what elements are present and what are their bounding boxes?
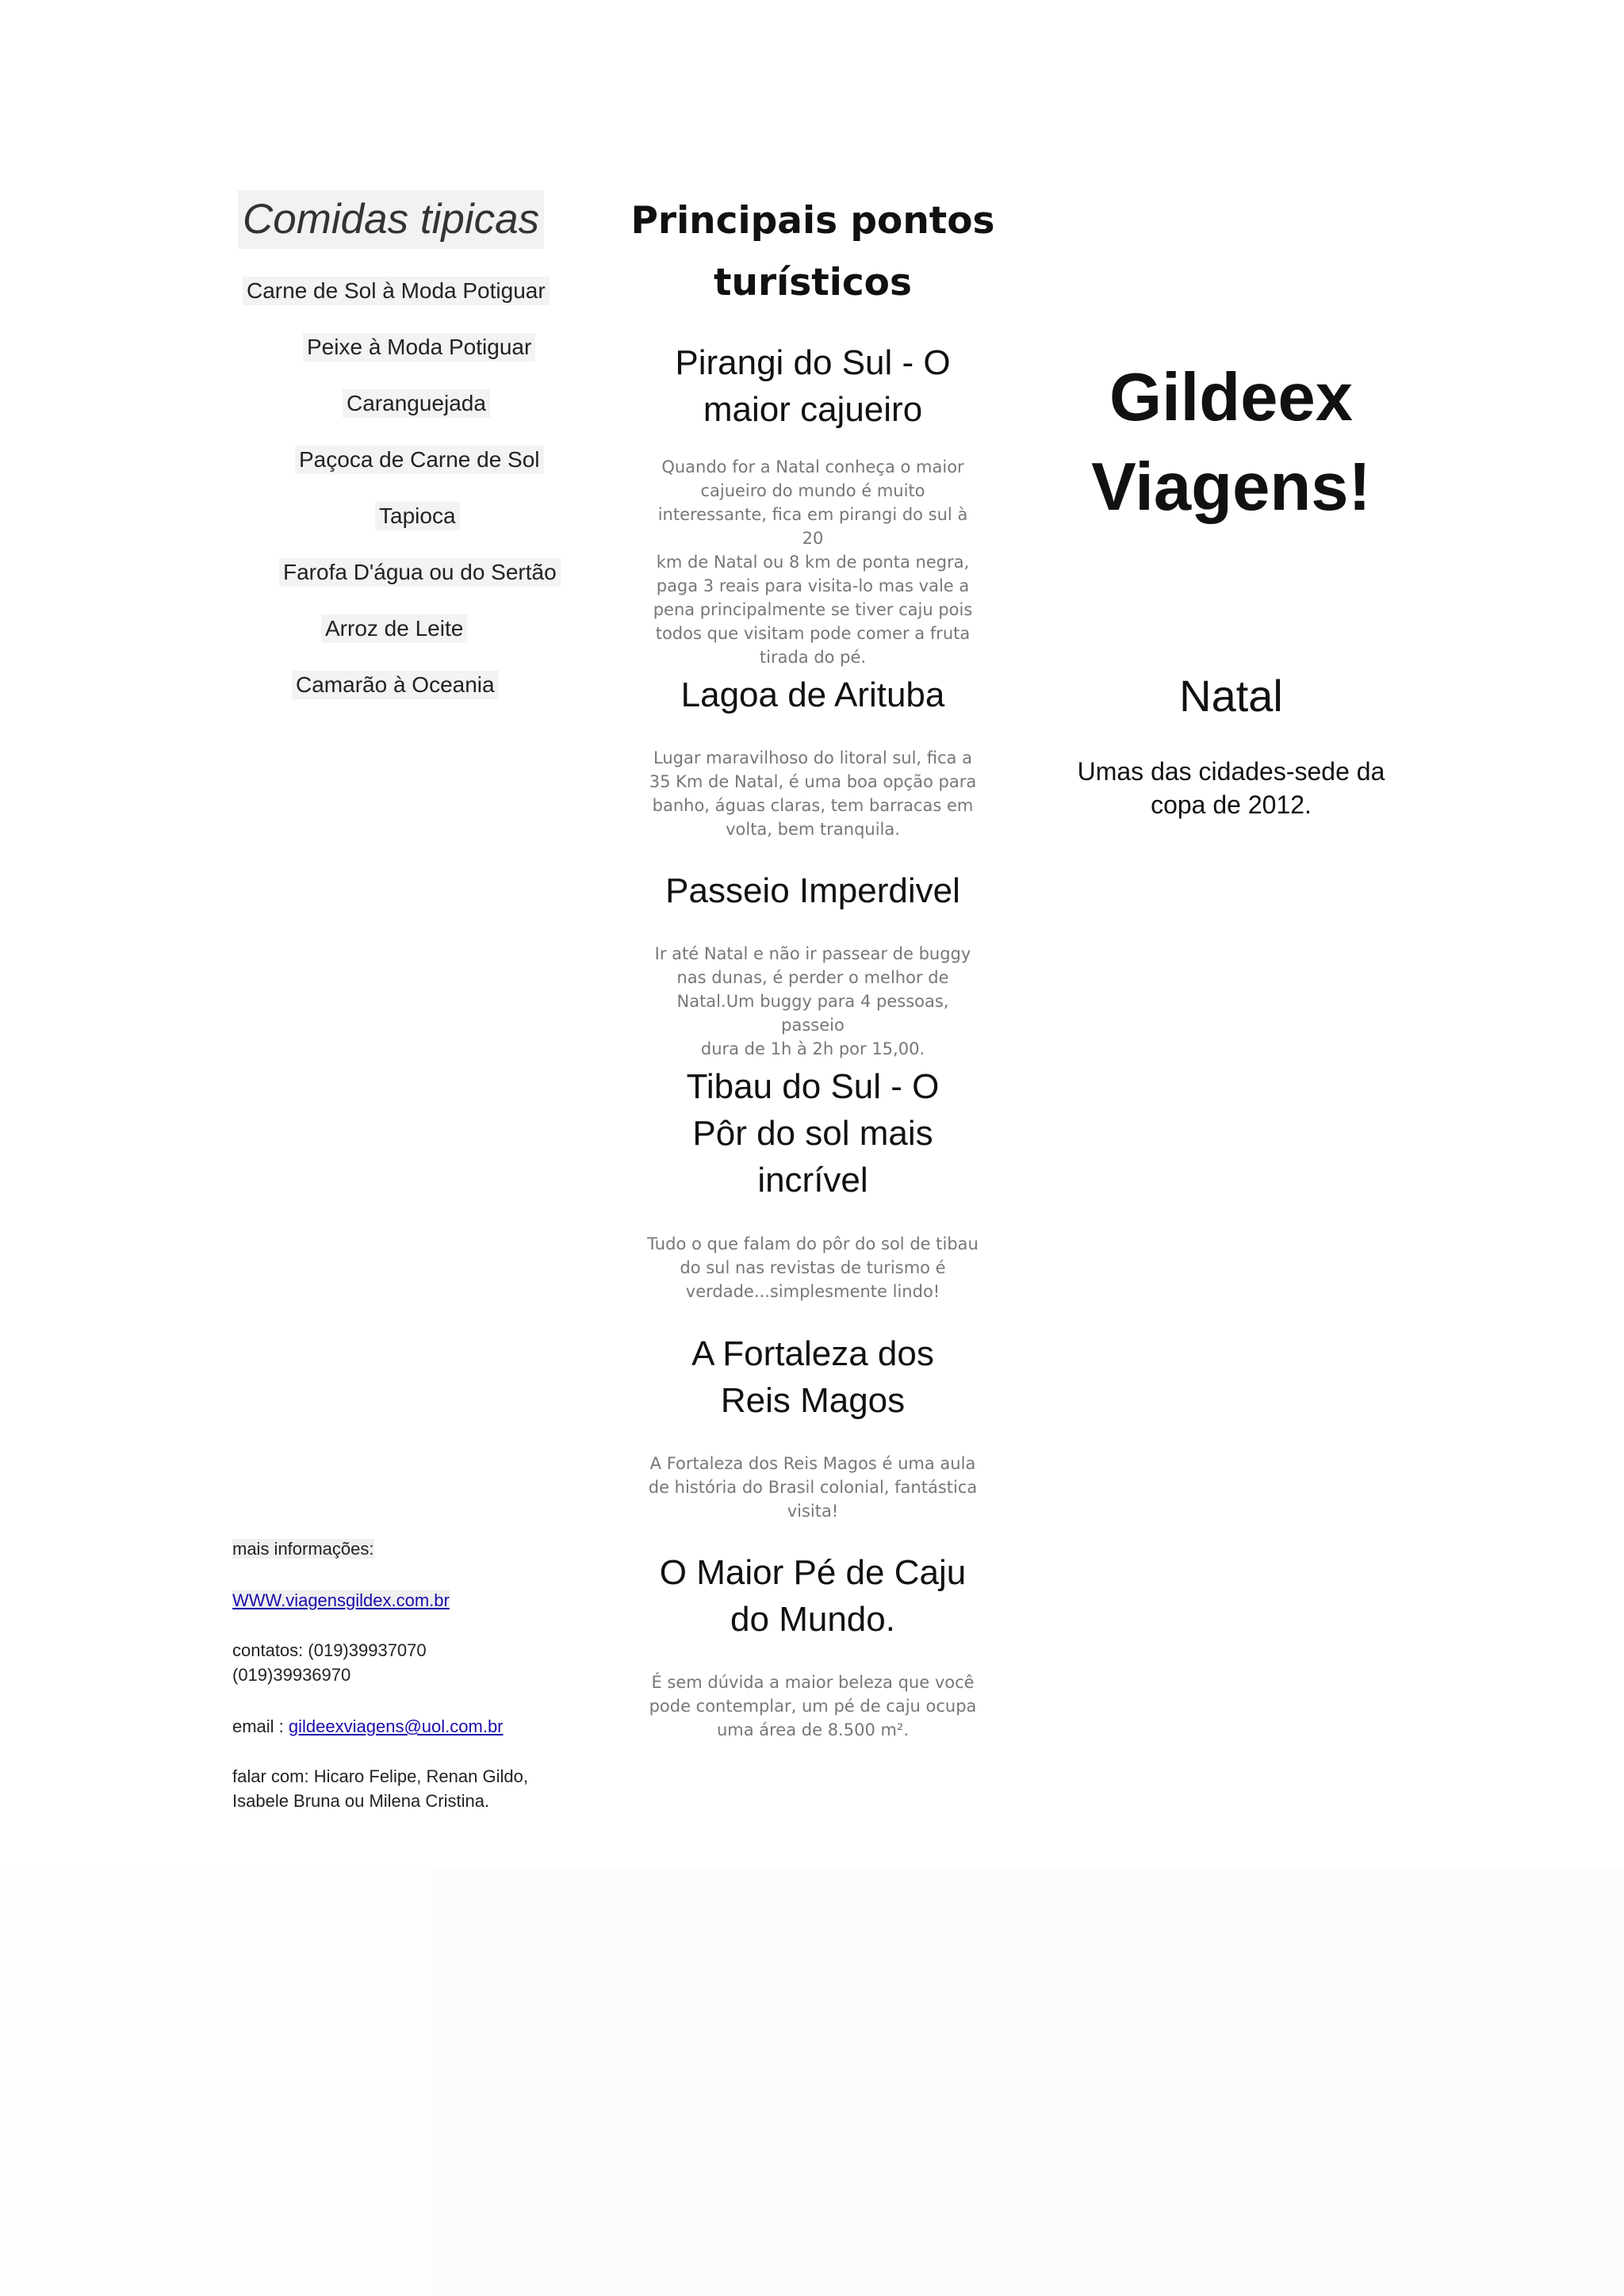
section-description-line: banho, águas claras, tem barracas em <box>652 796 974 815</box>
typical-foods-title: Comidas tipicas <box>238 190 544 249</box>
section-description-line: cajueiro do mundo é muito <box>700 481 925 500</box>
section-title-line: Lagoa de Arituba <box>680 675 945 714</box>
section-description-line: visita! <box>787 1502 839 1521</box>
section-description-line: paga 3 reais para visita-lo mas vale a <box>656 576 970 595</box>
section-title-line: Pôr do sol mais <box>692 1114 933 1153</box>
email-link[interactable]: gildeexviagens@uol.com.br <box>288 1716 504 1736</box>
section-description-line: km de Natal ou 8 km de ponta negra, <box>656 553 970 572</box>
main-heading-line: turísticos <box>714 261 912 304</box>
section-title <box>634 1549 991 1643</box>
section-title-line: O Maior Pé de Caju <box>659 1553 967 1592</box>
talk-to-block <box>232 1764 528 1813</box>
city-name: Natal <box>1179 671 1283 721</box>
website-link[interactable]: WWW.viagensgildex.com.br <box>232 1590 450 1610</box>
more-info-text: mais informações: <box>232 1539 374 1559</box>
section-title-line: A Fortaleza dos <box>691 1334 934 1373</box>
food-item: Tapioca <box>375 502 460 530</box>
talk-to-line: Isabele Bruna ou Milena Cristina. <box>232 1791 490 1811</box>
main-heading <box>619 190 1007 314</box>
section-description-line: dura de 1h à 2h por 15,00. <box>700 1039 925 1058</box>
section-description-line: pode contemplar, um pé de caju ocupa <box>649 1697 977 1716</box>
section-title <box>634 1063 991 1203</box>
contacts-line: contatos: (019)39937070 <box>232 1640 427 1660</box>
main-heading-line: Principais pontos <box>630 199 995 243</box>
section-title-line: Pirangi do Sul - O <box>675 343 951 382</box>
city-subtitle-line: copa de 2012. <box>1151 790 1312 819</box>
brand-title-line: Viagens! <box>1091 450 1371 525</box>
talk-to-line: falar com: Hicaro Felipe, Renan Gildo, <box>232 1766 528 1786</box>
section-description <box>646 1232 979 1303</box>
section-description-line: Natal.Um buggy para 4 pessoas, passeio <box>676 992 949 1035</box>
section-description-line: do sul nas revistas de turismo é <box>680 1258 946 1277</box>
section-description-line: A Fortaleza dos Reis Magos é uma aula <box>649 1454 976 1473</box>
brand-title-line: Gildeex <box>1109 360 1354 435</box>
email-label: email : <box>232 1716 289 1736</box>
section-description-line: uma área de 8.500 m². <box>716 1720 910 1739</box>
section-title-line: Tibau do Sul - O <box>686 1067 940 1106</box>
food-item: Peixe à Moda Potiguar <box>303 333 535 362</box>
section-title-line: Passeio Imperdivel <box>665 871 960 910</box>
section-description <box>646 942 979 1061</box>
city-subtitle <box>1063 755 1400 821</box>
section-title-line: do Mundo. <box>730 1600 895 1639</box>
contacts-line: (019)39936970 <box>232 1665 351 1685</box>
more-info-label <box>232 1536 374 1561</box>
section-description-line: de história do Brasil colonial, fantástica <box>648 1478 978 1497</box>
section-title-line: incrível <box>757 1161 868 1200</box>
email-block <box>232 1714 504 1739</box>
section-description-line: nas dunas, é perder o melhor de <box>676 968 949 987</box>
section-description <box>646 455 979 669</box>
section-description-line: verdade...simplesmente lindo! <box>685 1282 940 1301</box>
section-description-line: Tudo o que falam do pôr do sol de tibau <box>647 1234 979 1253</box>
website-link-wrap <box>232 1588 450 1613</box>
food-item: Paçoca de Carne de Sol <box>295 446 544 474</box>
section-description-line: É sem dúvida a maior beleza que você <box>651 1673 975 1692</box>
section-description-line: volta, bem tranquila. <box>726 820 900 839</box>
food-item: Carne de Sol à Moda Potiguar <box>243 277 550 305</box>
brand-title <box>1063 353 1400 532</box>
section-description-line: Ir até Natal e não ir passear de buggy <box>654 944 971 963</box>
page-background <box>432 1867 1624 2296</box>
section-description <box>646 1670 979 1742</box>
section-description <box>646 746 979 841</box>
section-title <box>634 1330 991 1424</box>
section-description-line: Quando for a Natal conheça o maior <box>661 457 964 476</box>
food-item: Farofa D'água ou do Sertão <box>279 558 561 587</box>
section-description-line: tirada do pé. <box>759 648 867 667</box>
section-description-line: pena principalmente se tiver caju pois <box>653 600 973 619</box>
food-item: Arroz de Leite <box>321 614 467 643</box>
section-description-line: 35 Km de Natal, é uma boa opção para <box>649 772 977 791</box>
page-background <box>0 1867 432 2296</box>
section-title-line: maior cajueiro <box>703 390 923 429</box>
contacts-block <box>232 1638 427 1687</box>
food-item: Camarão à Oceania <box>292 671 499 699</box>
section-description-line: interessante, fica em pirangi do sul à 20 <box>657 505 968 548</box>
section-description <box>646 1452 979 1523</box>
city-subtitle-line: Umas das cidades-sede da <box>1077 757 1385 786</box>
section-title <box>634 339 991 433</box>
section-title <box>634 672 991 718</box>
section-description-line: todos que visitam pode comer a fruta <box>655 624 971 643</box>
section-title-line: Reis Magos <box>720 1381 906 1420</box>
section-title <box>634 867 991 914</box>
section-description-line: Lugar maravilhoso do litoral sul, fica a <box>653 748 972 767</box>
food-item: Caranguejada <box>343 389 490 418</box>
